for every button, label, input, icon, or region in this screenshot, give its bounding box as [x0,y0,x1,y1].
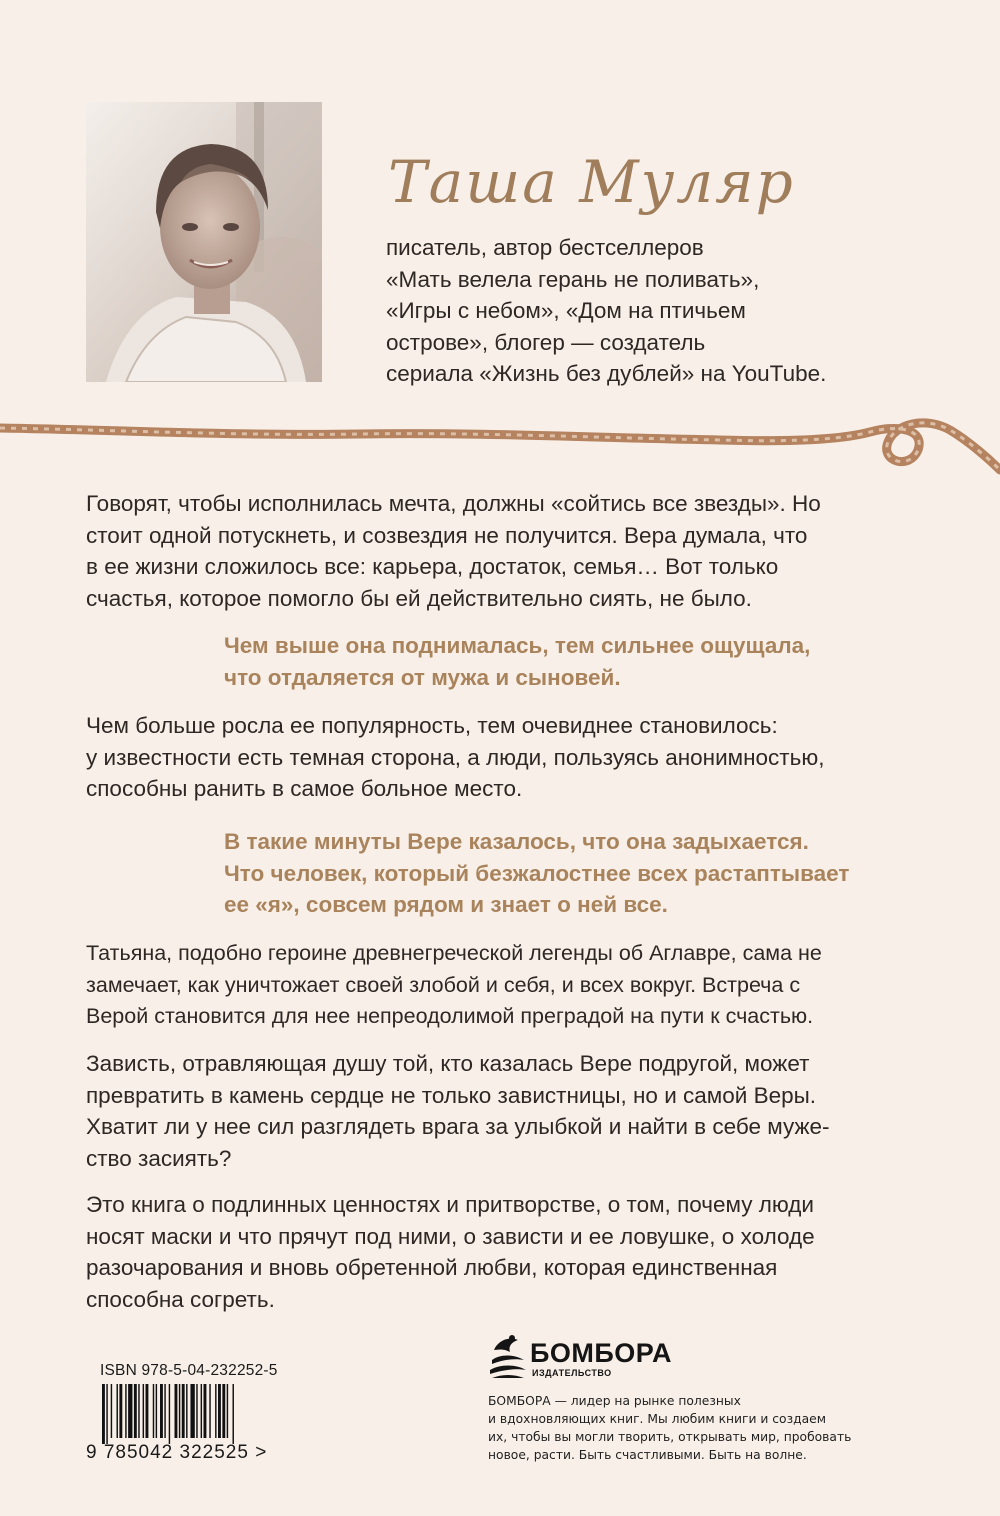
quote-line: что отдаляется от мужа и сыновей. [224,664,621,690]
isbn-label: ISBN 978-5-04-232252-5 [100,1362,278,1379]
text-line: способны ранить в самое больное место. [86,776,523,801]
description-paragraph-1 [86,488,884,614]
text-line: Чем больше росла ее популярность, тем очевиднее становилось: [86,713,778,738]
text-line: превратить в камень сердце не только завистницы, но и самой Веры. [86,1082,817,1108]
text-line: Это книга о подлинных ценностях и притворстве, о том, почему люди [86,1192,814,1217]
publisher-name: БОМБОРА [530,1338,672,1368]
quote-line: В такие минуты Вере казалось, что она задыхается. [224,829,809,854]
bombora-wave-icon [488,1334,528,1380]
publisher-tagline [488,1392,868,1464]
description-paragraph-4 [86,1048,884,1174]
text-line: стоит одной потускнеть, и созвездия не получится. Вера думала, что [86,522,808,548]
bio-line: писатель, автор бестселлеров [386,235,704,260]
barcode-icon [100,1384,286,1444]
text-line: у известности есть темная сторона, а люди, пользуясь анонимностью, [86,744,825,770]
text-line: Татьяна, подобно героине древнегреческой легенды об Аглавре, сама не [86,941,822,965]
barcode-digits: 9 785042 322525 > [86,1442,268,1463]
bio-line: «Игры с небом», «Дом на птичьем [386,298,746,323]
text-line: носят маски и что прячут под ними, о зависти и ее ловушке, о холоде [86,1223,815,1249]
tagline-line: их, чтобы вы могли творить, открывать мир, пробовать [488,1430,852,1444]
text-line: Верой становится для нее непреодолимой преградой на пути к счастью. [86,1004,814,1028]
text-line: Зависть, отравляющая душу той, кто казалась Вере подругой, может [86,1051,810,1076]
bio-line: «Мать велела герань не поливать», [386,266,760,292]
publisher-logo [488,1334,672,1380]
text-line: способна согреть. [86,1286,275,1312]
text-line: разочарования и вновь обретенной любви, которая единственная [86,1255,778,1280]
tagline-line: и вдохновляющих книг. Мы любим книги и создаем [488,1412,826,1426]
author-portrait-icon [86,102,322,382]
text-line: в ее жизни сложилось все: карьера, достаток, семья… Вот только [86,554,779,579]
description-paragraph-5 [86,1189,884,1315]
description-paragraph-2 [86,710,884,805]
author-signature: Таша Муляр [388,148,795,216]
tagline-line: БОМБОРА — лидер на рынке полезных [488,1394,741,1408]
author-bio [386,232,886,390]
text-line: ство засиять? [86,1145,232,1171]
text-line: счастья, которое помогло бы ей действительно сиять, не было. [86,585,752,611]
quote-line: Что человек, который безжалостнее всех растаптывает [224,860,850,886]
tagline-line: новое, расти. Быть счастливыми. Быть на волне. [488,1448,807,1462]
rope-divider [0,400,1000,500]
bio-line: сериала «Жизнь без дублей» на YouTube. [386,361,827,386]
pull-quote-1 [224,630,884,693]
pull-quote-2 [224,826,884,921]
text-line: Хватит ли у нее сил разглядеть врага за улыбкой и найти в себе муже- [86,1114,830,1139]
bio-line: острове», блогер — создатель [386,329,706,355]
quote-line: Чем выше она поднималась, тем сильнее ощущала, [224,633,811,658]
description-paragraph-3 [86,938,884,1033]
text-line: замечает, как уничтожает своей злобой и себя, и всех вокруг. Встреча с [86,972,801,997]
quote-line: ее «я», совсем рядом и знает о ней все. [224,892,668,917]
author-photo [86,102,322,382]
publisher-subtitle: ИЗДАТЕЛЬСТВО [532,1368,612,1378]
text-line: Говорят, чтобы исполнилась мечта, должны «сойтись все звезды». Но [86,491,821,516]
